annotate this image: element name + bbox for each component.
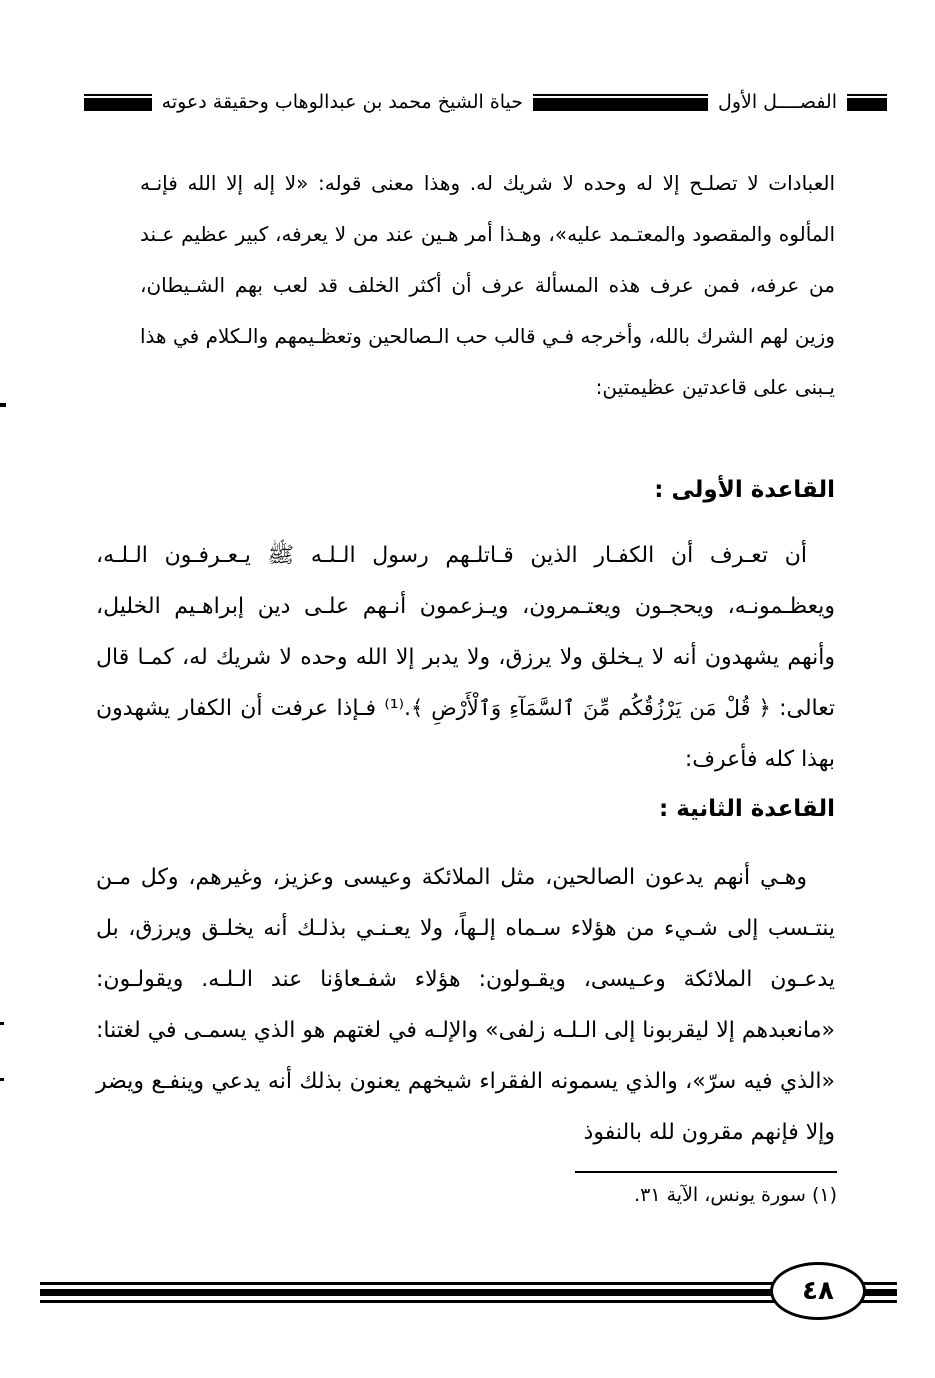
scan-mark bbox=[0, 1022, 4, 1025]
scan-mark bbox=[0, 1078, 4, 1081]
header-ornament-bar bbox=[533, 94, 708, 111]
intro-paragraph: العبادات لا تصلـح إلا له وحده لا شريك له. وهذا معنى قوله: «لا إله إلا الله فإنـه المألوه والمقصود والمعتـمد عليه»، وهـذا أمر هـين عند من لا يعرفه، كبير عظيم عـند من عرفه، فمن عرف هذه المسألة عرف أن أكثر الخلف قد لعب بهم الشـيطان، وزين لهم الشرك بالله، وأخرجه فـي قالب حب الـصالحين وتعظـيمهم والـكلام في هذا يـبنى على قاعدتين عظيمتين: bbox=[140, 171, 835, 399]
rule-two-text: وهـي أنهم يدعون الصالحين، مثل الملائكة وعيسى وعزيز، وغيرهم، وكل مـن ينتـسب إلى شـيء من هؤلاء سـماه إلـهاً، ولا يعـنـي بذلـك أنه يخلـق ويرزق، بل يدعـون الملائكة وعـيسى، ويقـولون: هؤلاء شفـعاؤنا عند الـلـه. ويقولـون: «مانعبدهم إلا ليقربونا إلى الـلـه زلفى» والإلـه في لغتهم هو الذي يسمـى في لغتنا: «الذي فيه سرّ»، والذي يسمونه الفقراء شيخهم يعنون بذلك أنه يدعي وينفـع ويضر وإلا فإنهم مقرون لله بالنفوذ bbox=[96, 865, 835, 1145]
page-number-badge bbox=[770, 1262, 866, 1320]
book-title: حياة الشيخ محمد بن عبدالوهاب وحقيقة دعوته bbox=[161, 91, 524, 113]
rule-two-paragraph bbox=[96, 852, 835, 1158]
header-ornament-bar bbox=[847, 94, 887, 111]
scan-mark bbox=[0, 403, 6, 407]
footer-ornament bbox=[40, 1282, 897, 1304]
footer-rule bbox=[40, 1289, 897, 1296]
running-header bbox=[30, 84, 887, 120]
rule-one-text: أن تعـرف أن الكفـار الذين قـاتلـهم رسول الـلـه ﷺ يـعـرفـون الـلـه، ويعظـمونـه، ويحجـون ويعتـمرون، ويـزعمون أنـهم علـى دين إبراهـيم الخليل، وأنهم يشهدون أنه لا يـخلق ولا يرزق، ولا يدبر إلا الله وحده لا شريك له، كمـا قال تعالى: bbox=[96, 543, 835, 721]
footnote-separator bbox=[575, 1171, 837, 1173]
chapter-label: الفصــــل الأول bbox=[718, 91, 837, 113]
rule-one-paragraph bbox=[96, 530, 835, 785]
quran-verse: ﴿ قُلْ مَن يَرْزُقُكُم مِّنَ ٱلسَّمَآءِ وَٱلْأَرْضِ ﴾ bbox=[410, 696, 771, 720]
page-number: ٤٨ bbox=[802, 1276, 834, 1306]
rule-one-heading: القاعدة الأولى : bbox=[654, 477, 835, 503]
header-ornament-bar bbox=[84, 94, 152, 111]
footer-rule bbox=[40, 1300, 897, 1303]
rule-one-text-end: .⁽¹⁾ فـإذا عرفت أن الكفار يشهدون بهذا كله فأعرف: bbox=[96, 696, 835, 772]
rule-two-heading: القاعدة الثانية : bbox=[658, 796, 835, 822]
footer-rule bbox=[40, 1282, 897, 1285]
footnote: (١) سورة يونس، الآية ٣١. bbox=[634, 1184, 837, 1206]
